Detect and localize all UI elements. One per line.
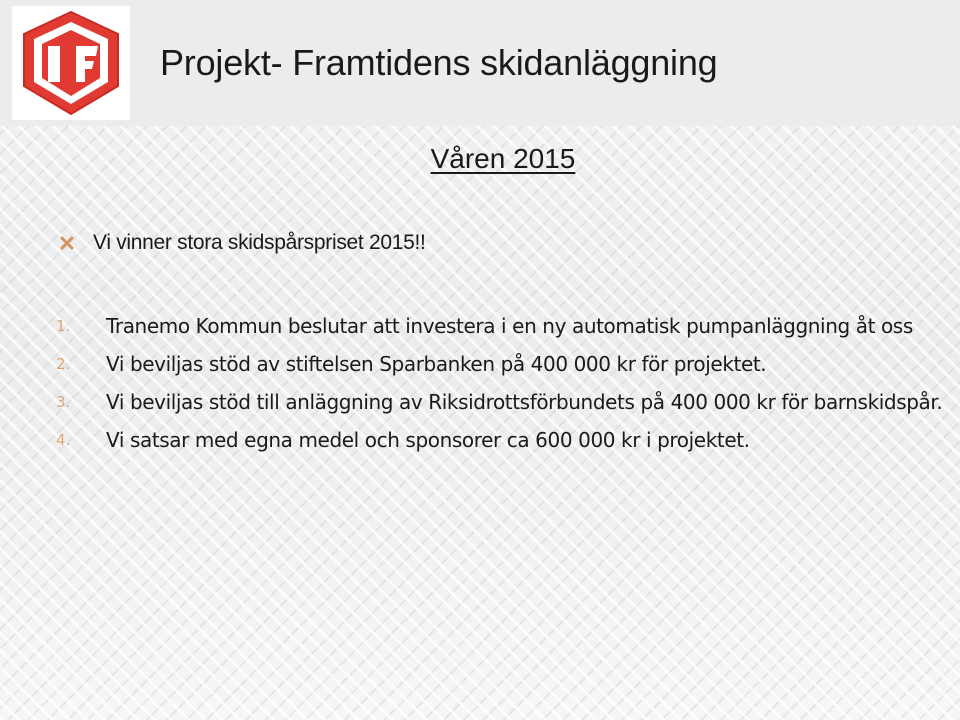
highlight-bullet — [60, 231, 426, 255]
list-item-text: Vi satsar med egna medel och sponsorer ca 600 000 kr i projektet. — [106, 428, 750, 452]
list-item-number: 2. — [56, 355, 71, 373]
logo — [12, 6, 130, 120]
list-item-number: 1. — [56, 317, 71, 335]
list-item — [56, 424, 946, 456]
list-item-text: Tranemo Kommun beslutar att investera i en ny automatisk pumpanläggning åt oss — [106, 314, 913, 338]
if-club-logo-icon — [12, 6, 130, 120]
list-item — [56, 386, 946, 418]
x-bullet-icon — [60, 236, 74, 250]
list-item-text: Vi beviljas stöd till anläggning av Riksidrottsförbundets på 400 000 kr för barnskidspår. — [106, 390, 943, 414]
list-item — [56, 348, 946, 380]
highlight-bullet-text: Vi vinner stora skidspårspriset 2015!! — [93, 231, 426, 254]
numbered-list — [56, 310, 946, 462]
subtitle: Våren 2015 — [430, 143, 576, 174]
list-item-number: 4. — [56, 431, 71, 449]
slide-title: Projekt- Framtidens skidanläggning — [160, 42, 718, 83]
header-band — [0, 0, 960, 126]
list-item-number: 3. — [56, 393, 71, 411]
list-item-text: Vi beviljas stöd av stiftelsen Sparbanken på 400 000 kr för projektet. — [106, 352, 767, 376]
list-item — [56, 310, 946, 342]
